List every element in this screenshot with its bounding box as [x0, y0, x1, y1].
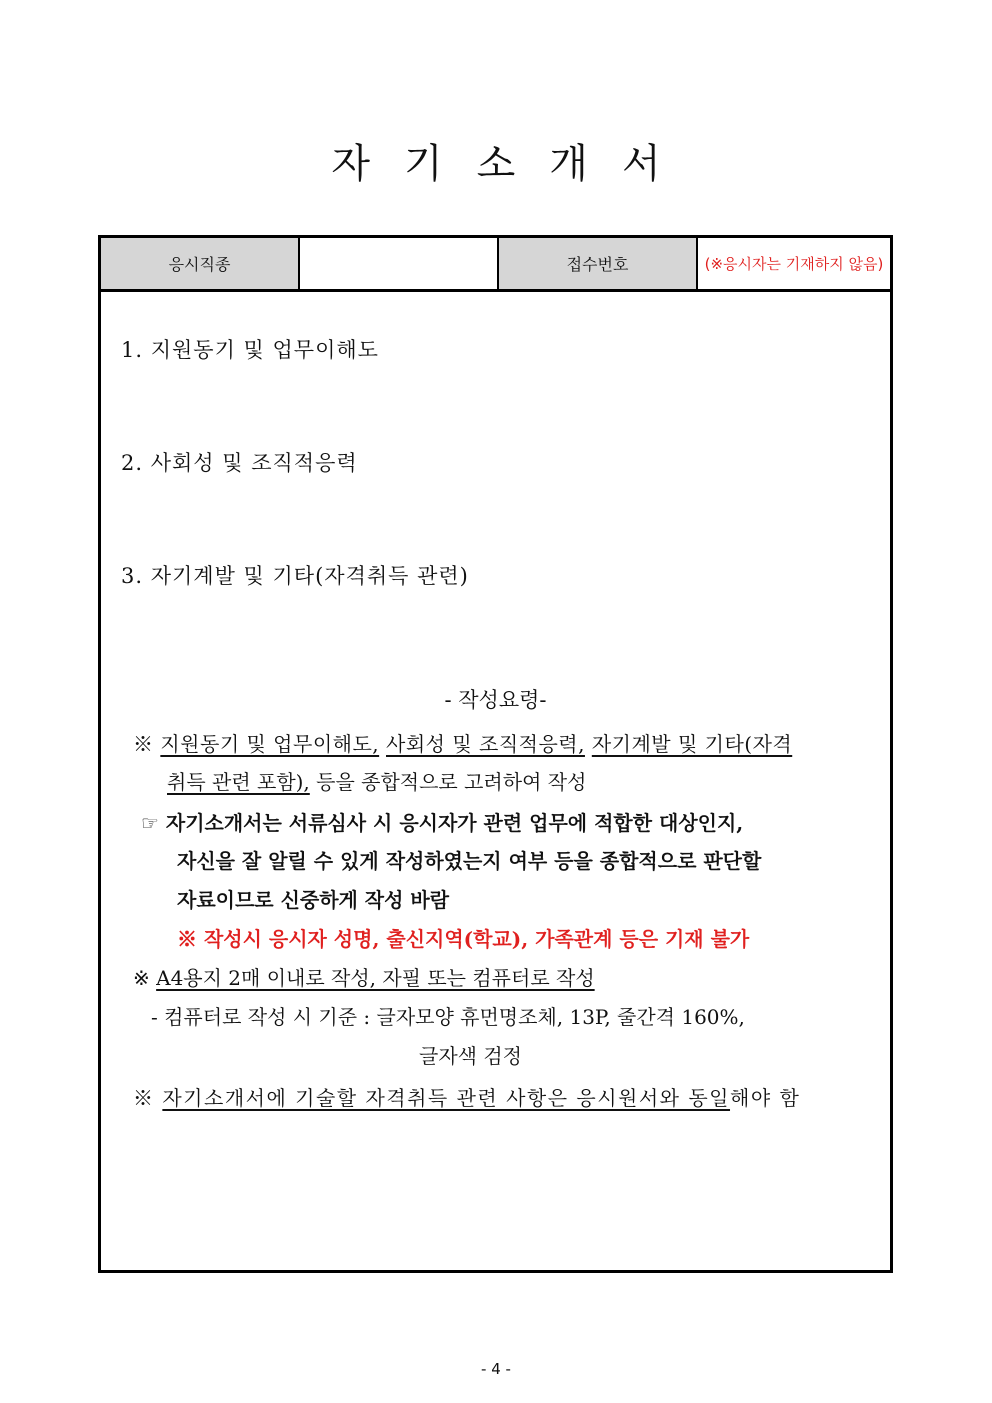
section-number: 3.: [121, 564, 144, 588]
reference-mark-icon: ※: [133, 966, 150, 990]
guide-item-2-line-2: 자신을 잘 알릴 수 있게 작성하였는지 여부 등을 종합적으로 판단할: [177, 849, 762, 873]
job-category-field[interactable]: [300, 238, 499, 289]
reference-mark-icon: ※: [133, 732, 154, 756]
writing-guide-title: - 작성요령-: [444, 688, 547, 712]
guide-item-2-line-1: ☞ 자기소개서는 서류심사 시 응시자가 관련 업무에 적합한 대상인지,: [141, 811, 744, 835]
reference-mark-icon: ※: [133, 1086, 155, 1110]
section-number: 2.: [121, 451, 144, 475]
guide-item-2-line-3: 자료이므로 신중하게 작성 바람: [177, 888, 450, 912]
job-category-label: 응시직종: [101, 238, 300, 289]
document-title: 자기소개서: [331, 141, 695, 187]
section-label: 지원동기 및 업무이해도: [150, 338, 379, 362]
guide-item-4: ※ 자기소개서에 기술할 자격취득 관련 사항은 응시원서와 동일해야 함: [133, 1086, 801, 1110]
page-number: - 4 -: [481, 1360, 511, 1378]
section-2: [121, 447, 358, 477]
section-label: 자기계발 및 기타(자격취득 관련): [150, 564, 469, 588]
guide-item-1-line-2: 취득 관련 포함), 등을 종합적으로 고려하여 작성: [167, 770, 587, 794]
section-1: [121, 334, 379, 364]
self-introduction-form: [98, 235, 893, 1273]
guide-item-3-sub-2: 글자색 검정: [419, 1044, 522, 1068]
section-3: [121, 560, 469, 590]
section-label: 사회성 및 조직적응력: [150, 451, 358, 475]
guide-warning: ※ 작성시 응시자 성명, 출신지역(학교), 가족관계 등은 기재 불가: [177, 927, 750, 951]
guide-item-3-sub-1: - 컴퓨터로 작성 시 기준 : 글자모양 휴먼명조체, 13P, 줄간격 160%,: [151, 1005, 745, 1029]
section-number: 1.: [121, 338, 144, 362]
guide-item-1-line-1: ※ 지원동기 및 업무이해도, 사회성 및 조직적응력, 자기계발 및 기타(자격: [133, 732, 793, 756]
header-row: [101, 238, 890, 292]
receipt-number-note: (※응시자는 기재하지 않음): [704, 255, 884, 273]
guide-item-3: ※ A4용지 2매 이내로 작성, 자필 또는 컴퓨터로 작성: [133, 966, 595, 990]
receipt-number-label: 접수번호: [499, 238, 698, 289]
pointing-hand-icon: ☞: [141, 811, 159, 835]
